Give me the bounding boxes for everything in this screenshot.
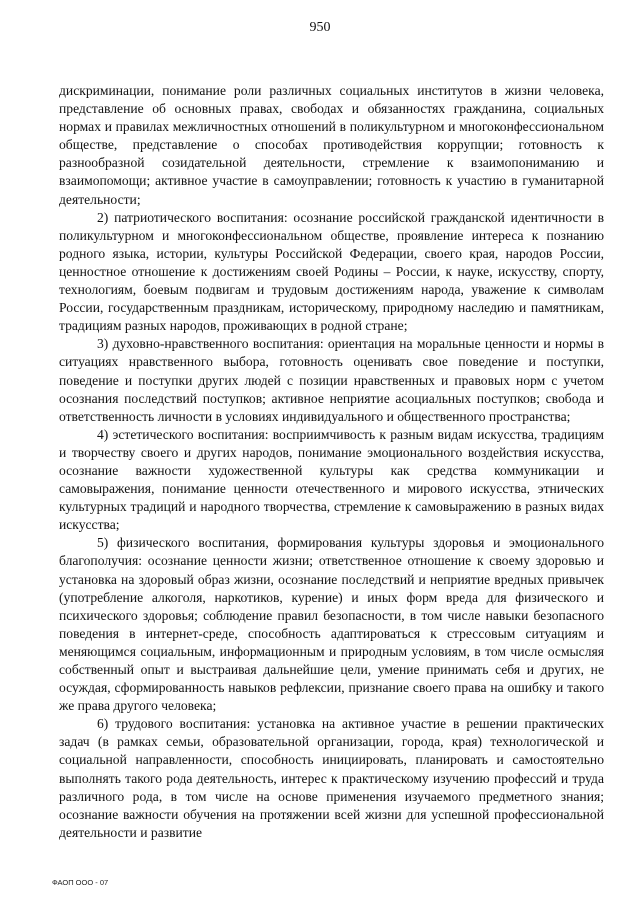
paragraph-physical: 5) физического воспитания, формирования культуры здоровья и эмоционального благополучия: осознание ценности жизни; ответственное отношение к своему здоровью и установка на здоровый образ жизни, осознание последствий и неприятие вредных привычек (употребление алкоголя, наркотиков, курение) и иных форм вреда для физического и психического здоровья; соблюдение правил безопасности, в том числе навыки безопасного поведения в интернет-среде, способность адаптироваться к стрессовым ситуациям и меняющимся социальным, информационным и природным условиям, в том числе осмысляя собственный опыт и выстраивая дальнейшие цели, умение принимать себя и других, не осуждая, сформированность навыков рефлексии, признание своего права на ошибку и такого же права другого человека; bbox=[59, 535, 604, 714]
page-number: 950 bbox=[309, 20, 331, 35]
paragraph-patriotic: 2) патриотического воспитания: осознание российской гражданской идентичности в поликультурном и многоконфессиональном обществе, проявление интереса к познанию родного языка, истории, культуры Российской Федерации, своего края, народов России, ценностное отношение к достижениям своей Родины – России, к науке, искусству, спорту, технологиям, боевым подвигам и трудовым достижениям народа, уважение к символам России, государственным праздникам, историческому, природному наследию и памятникам, традициям разных народов, проживающих в родной стране; bbox=[59, 209, 604, 334]
paragraph-continuation: дискриминации, понимание роли различных социальных институтов в жизни человека, представление об основных правах, свободах и обязанностях гражданина, социальных нормах и правилах межличностных отношений в поликультурном и многоконфессиональном обществе, представление о способах противодействия коррупции; готовность к разнообразной созидательной деятельности, стремление к взаимопониманию и взаимопомощи; активное участие в самоуправлении; готовность к участию в гуманитарной деятельности; bbox=[59, 83, 604, 207]
body-text bbox=[59, 82, 604, 842]
footer-code: ФАОП ООО - 07 bbox=[52, 878, 109, 887]
paragraph-labor: 6) трудового воспитания: установка на активное участие в решении практических задач (в рамках семьи, образовательной организации, города, края) технологической и социальной направленности, способность инициировать, планировать и самостоятельно выполнять такого рода деятельность, интерес к практическому изучению профессий и труда различного рода, в том числе на основе применения изучаемого предметного знания; осознание важности обучения на протяжении всей жизни для успешной профессиональной деятельности и развитие bbox=[59, 716, 604, 840]
paragraph-aesthetic: 4) эстетического воспитания: восприимчивость к разным видам искусства, традициям и творчеству своего и других народов, понимание эмоционального воздействия искусства, осознание важности художественной культуры как средства коммуникации и самовыражения, понимание ценности отечественного и мирового искусства, этнических культурных традиций и народного творчества, стремление к самовыражению в разных видах искусства; bbox=[59, 426, 604, 533]
paragraph-spiritual-moral: 3) духовно-нравственного воспитания: ориентация на моральные ценности и нормы в ситуациях нравственного выбора, готовность оценивать свое поведение и поступки, поведение и поступки других людей с позиции нравственных и правовых норм с учетом осознания последствий поступков; активное неприятие асоциальных поступков; свобода и ответственность личности в условиях индивидуального и общественного пространства; bbox=[59, 336, 604, 424]
